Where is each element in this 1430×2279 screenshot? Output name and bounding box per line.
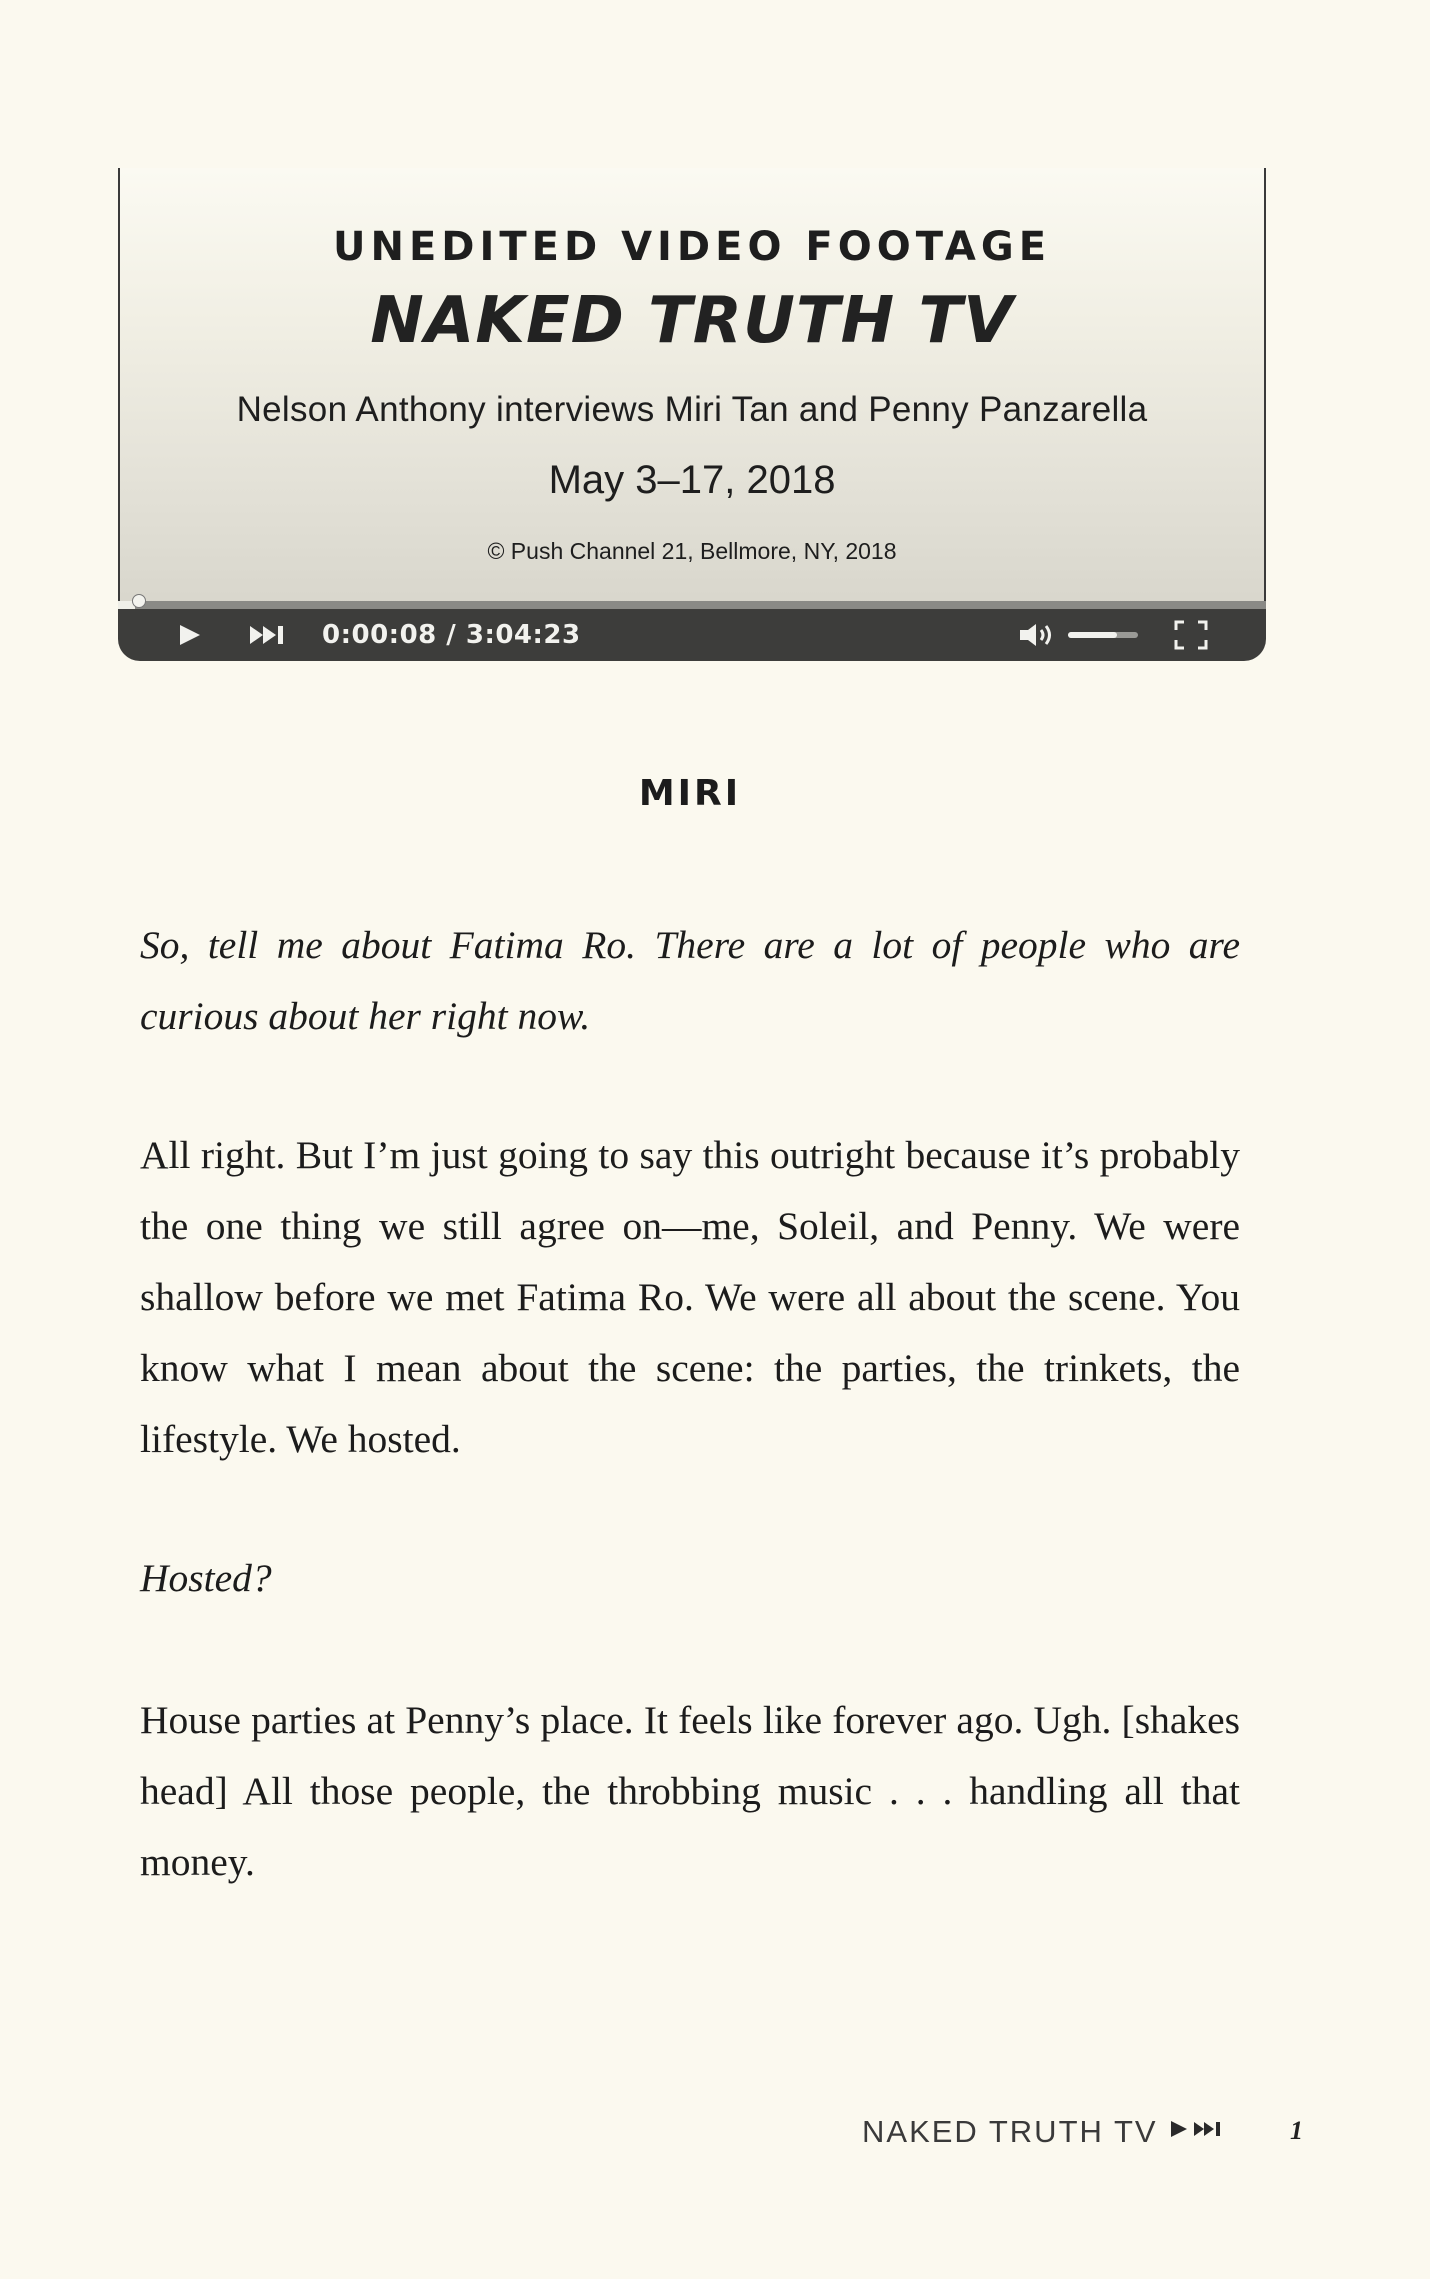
video-title: NAKED TRUTH TV <box>370 284 1014 358</box>
video-controls <box>118 609 1266 661</box>
video-copyright: © Push Channel 21, Bellmore, NY, 2018 <box>487 538 897 564</box>
answer-paragraph: All right. But I’m just going to say this outright because it’s probably the one thing we still agree on—me, Soleil, and Penny. We were shallow before we met Fatima Ro. We were all about the scene. You know what I mean about the scene: the parties, the trinkets, the lifestyle. We hosted. <box>140 1133 1240 1461</box>
skip-forward-icon[interactable] <box>250 609 286 661</box>
question-paragraph: So, tell me about Fatima Ro. There are a lot of people who are curious about her right now. <box>140 923 1240 1038</box>
volume-slider[interactable] <box>1068 609 1138 661</box>
video-subtitle: Nelson Anthony interviews Miri Tan and Penny Panzarella <box>236 390 1148 429</box>
video-dates: May 3–17, 2018 <box>548 458 836 502</box>
footer-icons <box>1170 2120 1222 2143</box>
answer-paragraph: House parties at Penny’s place. It feels like forever ago. Ugh. [shakes head] All those people, the throbbing music . . . handling all that money. <box>140 1698 1240 1884</box>
video-frame[interactable] <box>118 168 1266 608</box>
volume-fill <box>1068 632 1117 638</box>
progress-bar[interactable] <box>118 601 1266 609</box>
running-title: NAKED TRUTH TV <box>862 2114 1158 2149</box>
video-player <box>118 168 1266 673</box>
video-label: UNEDITED VIDEO FOOTAGE <box>332 224 1052 270</box>
skip-forward-icon <box>1194 2120 1222 2143</box>
progress-handle[interactable] <box>132 594 146 608</box>
section-heading: MIRI <box>638 773 742 814</box>
page-number: 1 <box>1290 2116 1303 2145</box>
play-icon <box>1170 2120 1188 2143</box>
volume-icon[interactable] <box>1018 609 1056 661</box>
fullscreen-icon[interactable] <box>1174 609 1208 661</box>
play-icon[interactable] <box>178 609 202 661</box>
timecode: 0:00:08 / 3:04:23 <box>322 620 581 650</box>
question-paragraph: Hosted? <box>140 1556 272 1600</box>
